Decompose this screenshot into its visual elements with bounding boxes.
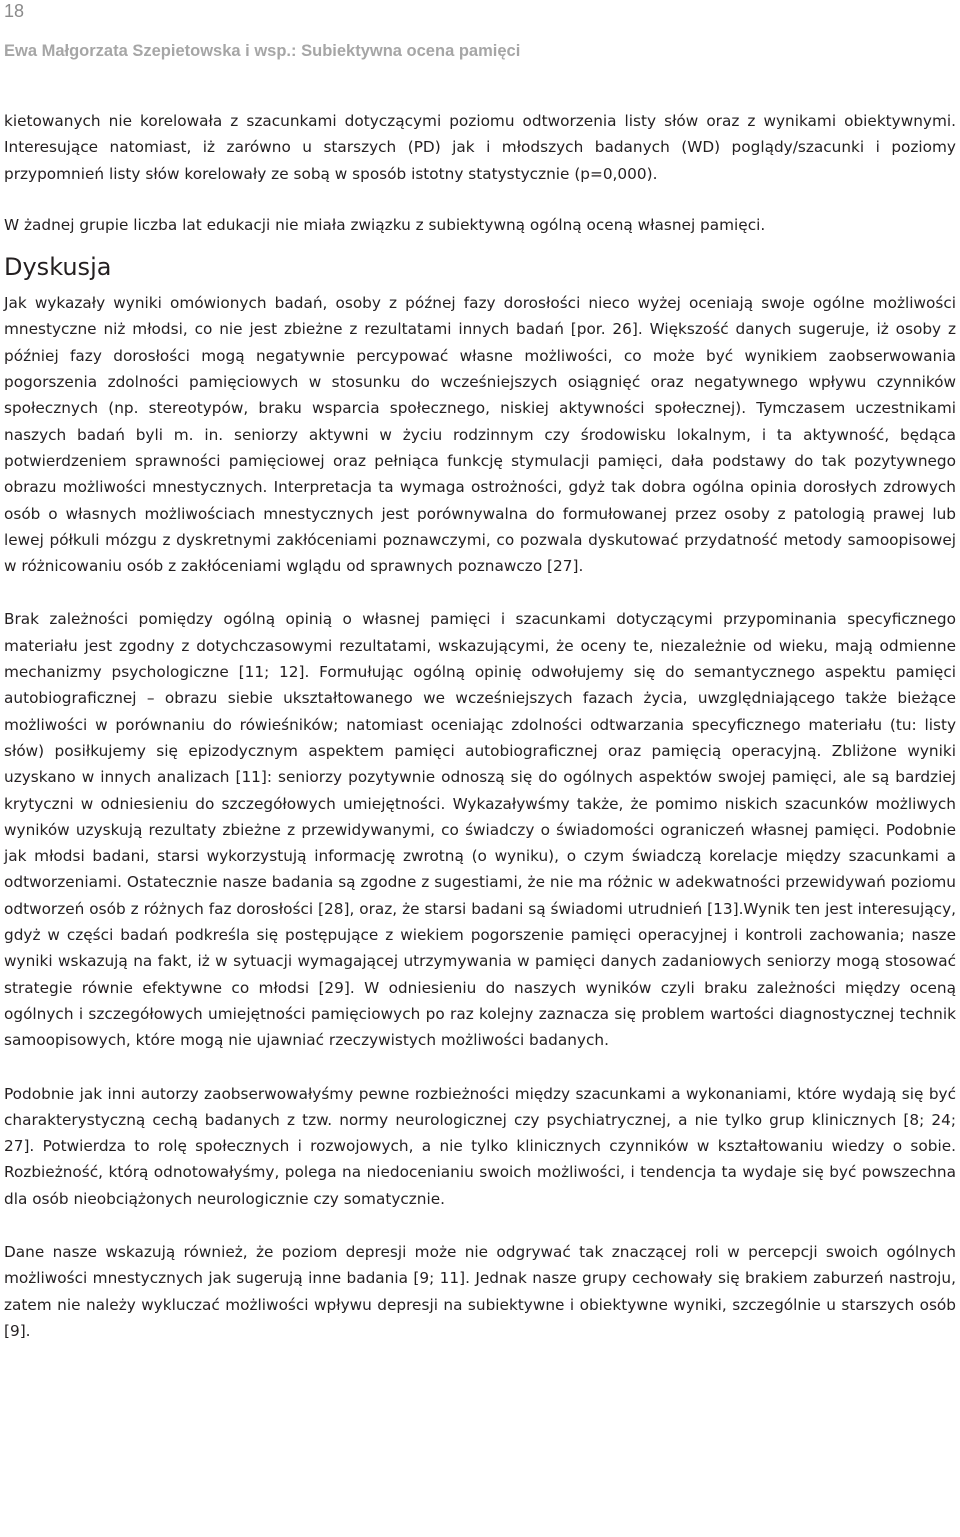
paragraph-gap xyxy=(4,1212,956,1239)
paragraph-gap xyxy=(4,1054,956,1081)
paragraph-gap xyxy=(4,187,956,212)
page-number: 18 xyxy=(4,1,25,21)
running-header-separator: : xyxy=(291,42,302,60)
article-body xyxy=(4,108,956,1344)
paragraph-results-correlation: kietowanych nie korelowała z szacunkami dotyczącymi poziomu odtworzenia listy słów oraz z wynikami obiektywnymi. Interesujące natomiast, iż zarówno u starszych (PD) jak i młodszych badanych (WD) poglądy/szacunki i poziomy przypomnień listy słów korelowały ze sobą w sposób istotny statystycznie (p=0,000). xyxy=(4,112,956,183)
paragraph-discussion-4: Dane nasze wskazują również, że poziom depresji może nie odgrywać tak znaczącej roli w percepcji swoich ogólnych możliwości mnestycznych jak sugerują inne badania [9; 11]. Jednak nasze grupy cechowały się brakiem zaburzeń nastroju, zatem nie należy wykluczać możliwości wpływu depresji na subiektywne i obiektywne wyniki, szczególnie u starszych osób [9]. xyxy=(4,1242,956,1340)
paragraph-discussion-2: Brak zależności pomiędzy ogólną opinią o własnej pamięci i szacunkami dotyczącymi przypominania specyficznego materiału jest zgodny z dotychczasowymi rezultatami, wskazującymi, że oceny te, niezależnie od wieku, mają odmienne mechanizmy psychologiczne [11; 12]. Formułując ogólną opinię odwołujemy się do semantycznego aspektu pamięci autobiograficznej – obrazu siebie ukształtowanego we wcześniejszych fazach życia, uwzględniającego także bieżące możliwości w porównaniu do rówieśników; natomiast oceniając zdolności odtwarzania specyficznego materiału (tu: listy słów) posiłkujemy się epizodycznym aspektem pamięci autobiograficznej oraz pamięcią operacyjną. Zbliżone wyniki uzyskano w innych analizach [11]: seniorzy pozytywnie odnoszą się do ogólnych aspektów swojej pamięci, ale są bardziej krytyczni w odniesieniu do szczegółowych umiejętności. Wykazaływśmy także, że pomimo niskich szacunków możliwych wyników uzyskują rezultaty zbieżne z przewidywanymi, co świadczy o świadomości ograniczeń własnej pamięci. Podobnie jak młodsi badani, starsi wykorzystują informację zwrotną (o wyniku), o czym świadczą korelacje między szacunkami a odtworzeniami. Ostatecznie nasze badania są zgodne z sugestiami, że nie ma różnic w adekwatności przewidywań poziomu odtworzeń osób z różnych faz dorosłości [28], oraz, że starsi badani są świadomi utrudnień [13].Wynik ten jest interesujący, gdyż w części badań podkreśla się postępujące z wiekiem pogorszenie pamięci operacyjnej i kontroli zachowania; nasze wyniki wskazują na fakt, iż w sytuacji wymagającej utrzymywania w pamięci danych zadaniowych seniorzy mogą stosować strategie równie efektywne co młodsi [29]. W odniesieniu do naszych wyników czyli braku zależności między oceną ogólnych i szczegółowych umiejętności pamięciowych po raz kolejny zaznacza się problem wartości diagnostycznej technik samoopisowych, które mogą nie ujawniać rzeczywistych możliwości badanych. xyxy=(4,610,956,1050)
paragraph-discussion-3: Podobnie jak inni autorzy zaobserwowałyśmy pewne rozbieżności między szacunkami a wykonaniami, które wydają się być charakterystyczną cechą badanych z tzw. normy neurologicznej czy psychiatrycznej, a nie tylko grup klinicznych [8; 24; 27]. Potwierdza to rolę społecznych i rozwojowych, a nie tylko klinicznych czynników w kształtowaniu wiedzy o sobie. Rozbieżność, którą odnotowałyśmy, polega na niedocenianiu swoich możliwości, i tendencja ta wydaje się być powszechna dla osób nieobciążonych neurologicznie czy somatycznie. xyxy=(4,1084,956,1208)
running-header-authors: Ewa Małgorzata Szepietowska i wsp. xyxy=(4,42,292,60)
paragraph-gap xyxy=(4,579,956,606)
running-header-title: Subiektywna ocena pamięci xyxy=(301,42,521,60)
paragraph-discussion-1: Jak wykazały wyniki omówionych badań, osoby z późnej fazy dorosłości nieco wyżej oceniają swoje ogólne możliwości mnestyczne niż młodsi, co nie jest zbieżne z rezultatami innych badań [por. 26]. Większość danych sugeruje, iż osoby z później fazy dorosłości mogą negatywnie percypować własne możliwości, co może być wynikiem zaobserwowania pogorszenia zdolności pamięciowych w stosunku do wcześniejszych osiągnięć oraz negatywnego wpływu czynników społecznych (np. stereotypów, braku wsparcia społecznego, niskiej aktywności społecznej). Tymczasem uczestnikami naszych badań byli m. in. seniorzy aktywni w życiu rodzinnym czy środowisku lokalnym, i ta aktywność, będąca potwierdzeniem sprawności pamięciowej oraz pełniąca funkcję stymulacji pamięci, dała podstawy do tak pozytywnego obrazu możliwości mnestycznych. Interpretacja ta wymaga ostrożności, gdyż tak dobra ogólna opinia dorosłych zdrowych osób o własnych możliwościach mnestycznych jest porównywalna do formułowanej przez osoby z patologią prawej lub lewej półkuli mózgu z dyskretnymi zakłóceniami poznawczymi, co pozwala dyskutować przydatność metody samoopisowej w różnicowaniu osób z zakłóceniami wglądu od sprawnych poznawczo [27]. xyxy=(4,294,956,576)
paragraph-education: W żadnej grupie liczba lat edukacji nie miała związku z subiektywną ogólną oceną własnej pamięci. xyxy=(4,215,766,234)
running-header xyxy=(4,40,520,62)
section-heading-discussion: Dyskusja xyxy=(4,253,112,282)
